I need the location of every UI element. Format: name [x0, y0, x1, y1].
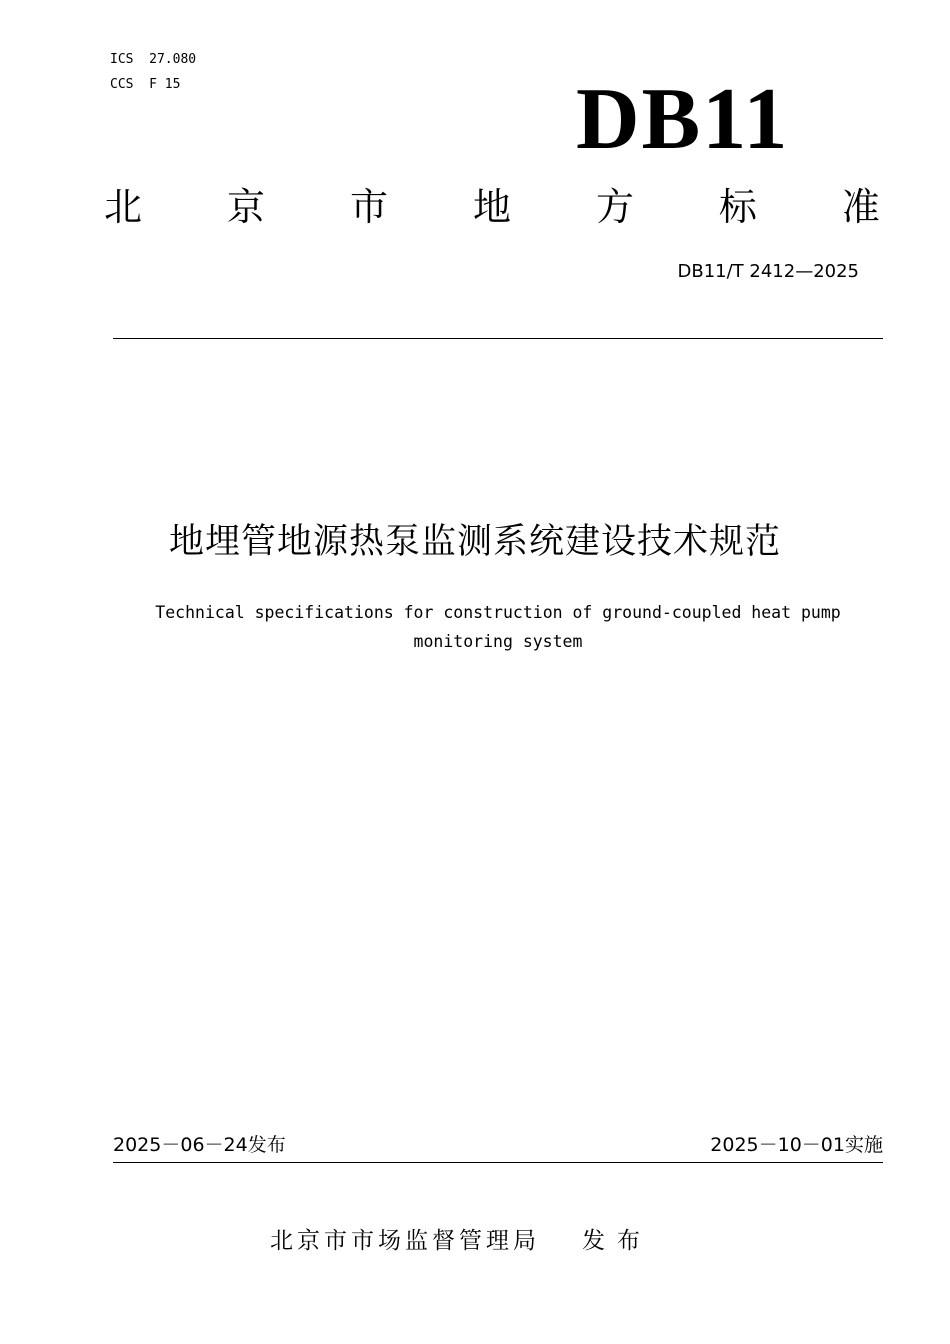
category-char: 京: [226, 185, 265, 229]
standard-number: DB11/T 2412—2025: [677, 261, 859, 282]
category-char: 方: [595, 185, 634, 229]
footer-divider: [113, 1162, 883, 1163]
date-row: [113, 1130, 883, 1162]
issuer-name: 北京市市场监督管理局: [270, 1228, 540, 1254]
publish-date: 2025－06－24发布: [113, 1134, 286, 1156]
ics-code: ICS 27.080: [110, 52, 197, 67]
implementation-date: 2025－10－01实施: [710, 1134, 883, 1156]
category-char: 地: [472, 185, 511, 229]
document-title-chinese: 地埋管地源热泵监测系统建设技术规范: [168, 522, 781, 562]
category-char: 标: [718, 185, 757, 229]
category-char: 北: [104, 185, 143, 229]
classification-codes: [110, 47, 196, 97]
header-divider: [113, 338, 883, 339]
category-char: 市: [349, 185, 388, 229]
issuer: [270, 1224, 652, 1258]
ccs-code: CCS F 15: [110, 77, 181, 92]
issuer-action: 发布: [582, 1228, 652, 1254]
document-title-english: Technical specifications for construction of ground-coupled heat pump monitoring system: [155, 603, 841, 651]
db11-logo: DB11: [576, 71, 790, 168]
category-char: 准: [841, 185, 880, 229]
standard-category-title: [104, 182, 880, 232]
